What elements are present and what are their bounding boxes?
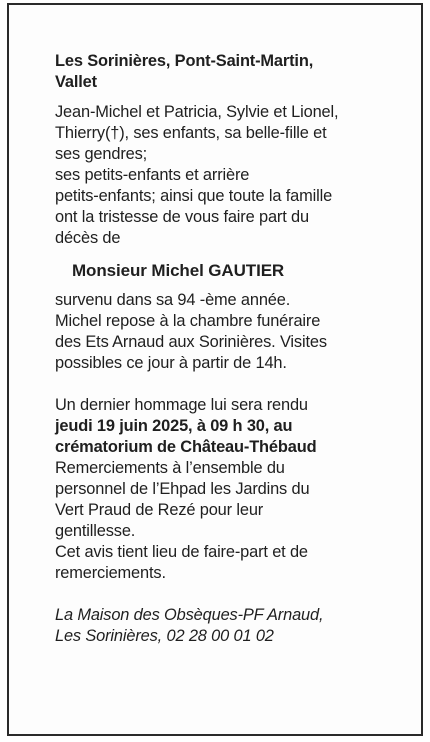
thanks-line: remerciements. — [55, 564, 166, 582]
thanks-line: Vert Praud de Rezé pour leur — [55, 501, 264, 519]
family-line: Thierry(†), ses enfants, sa belle-fille et — [55, 124, 327, 142]
family-line: décès de — [55, 229, 121, 247]
death-details — [55, 290, 405, 374]
death-details-line: Michel repose à la chambre funéraire — [55, 312, 321, 330]
death-details-line: possibles ce jour à partir de 14h. — [55, 354, 287, 372]
funeral-home-signature — [55, 605, 405, 647]
signature-line: Les Sorinières, 02 28 00 01 02 — [55, 627, 274, 645]
family-line: petits-enfants; ainsi que toute la famille — [55, 187, 333, 205]
family-announcement — [55, 102, 405, 249]
death-details-line: des Ets Arnaud aux Sorinières. Visites — [55, 333, 327, 351]
obituary-notice-frame — [7, 3, 423, 736]
ceremony-datetime: jeudi 19 juin 2025, à 09 h 30, au — [55, 417, 293, 435]
thanks-line: Cet avis tient lieu de faire-part et de — [55, 543, 308, 561]
localities-line: Les Sorinières, Pont-Saint-Martin, — [55, 52, 314, 70]
ceremony-intro: Un dernier hommage lui sera rendu — [55, 396, 308, 414]
family-line: ses petits-enfants et arrière — [55, 166, 250, 184]
ceremony-venue: crématorium de Château-Thébaud — [55, 438, 317, 456]
family-line: Jean-Michel et Patricia, Sylvie et Lionel, — [55, 103, 339, 121]
thanks-line: gentillesse. — [55, 522, 136, 540]
thanks-line: personnel de l’Ehpad les Jardins du — [55, 480, 310, 498]
family-line: ont la tristesse de vous faire part du — [55, 208, 309, 226]
deceased-name: Monsieur Michel GAUTIER — [72, 261, 285, 280]
thanks-line: Remerciements à l’ensemble du — [55, 459, 285, 477]
signature-line: La Maison des Obsèques-PF Arnaud, — [55, 606, 324, 624]
localities-heading — [55, 51, 405, 93]
ceremony-details — [55, 395, 405, 584]
obituary-notice-body — [55, 51, 405, 647]
death-details-line: survenu dans sa 94 -ème année. — [55, 291, 291, 309]
localities-line: Vallet — [55, 73, 97, 91]
family-line: ses gendres; — [55, 145, 148, 163]
